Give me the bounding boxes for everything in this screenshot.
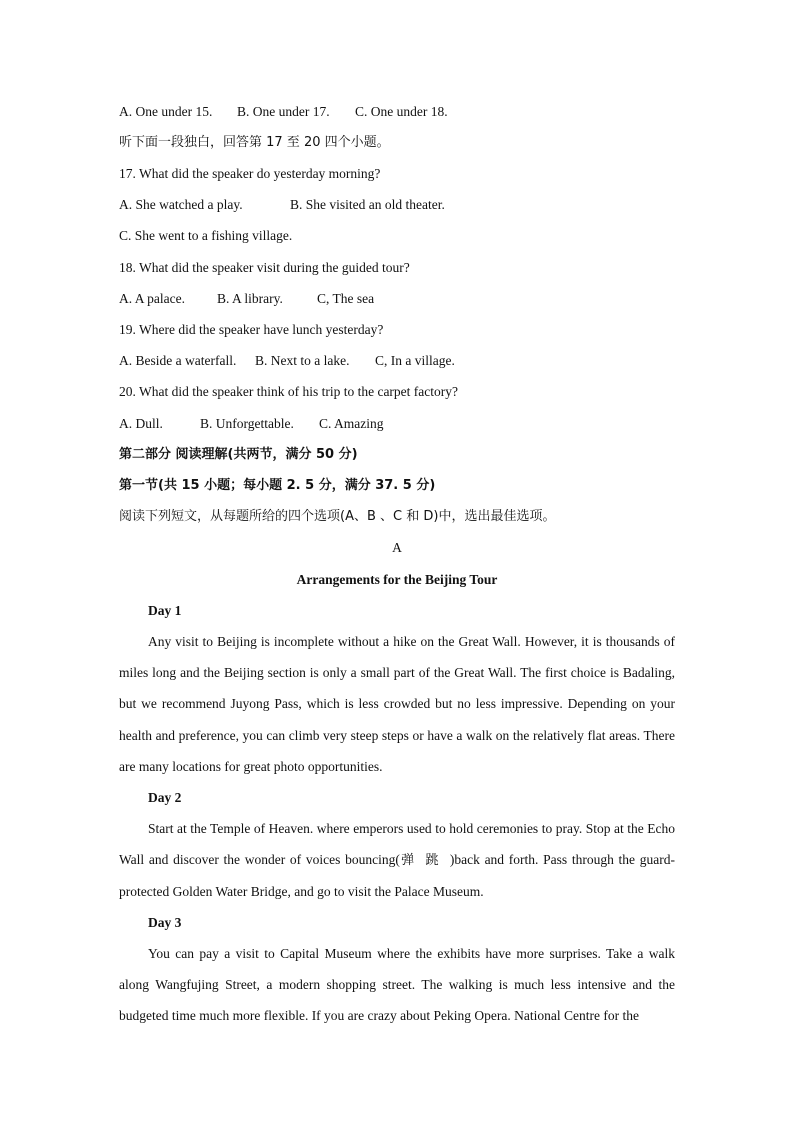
day-2-text-before: Start at the Temple of Heaven. where emperors used to hold ceremonies to pray. Stop at the Echo Wall and discover the wonder of voices bouncing( (119, 821, 675, 868)
q19-option-b: B. Next to a lake. (255, 353, 350, 368)
q20-option-b: B. Unforgettable. (200, 416, 294, 431)
q16-option-c: C. One under 18. (355, 104, 448, 119)
question-20-options-row (119, 416, 384, 432)
question-19-stem: 19. Where did the speaker have lunch yesterday? (119, 322, 384, 337)
question-19-options-row (119, 353, 455, 369)
day-2-paragraph (119, 813, 675, 908)
q17-option-b: B. She visited an old theater. (290, 197, 445, 212)
passage-title: Arrangements for the Beijing Tour (296, 572, 498, 587)
question-17-stem: 17. What did the speaker do yesterday morning? (119, 166, 381, 181)
day-1-heading: Day 1 (148, 603, 182, 618)
day-3-heading: Day 3 (148, 915, 182, 930)
q18-option-b: B. A library. (217, 291, 283, 306)
q17-option-c: C. She went to a fishing village. (119, 228, 293, 243)
q16-option-a: A. One under 15. (119, 104, 213, 119)
q16-options-row (119, 104, 448, 120)
q18-option-a: A. A palace. (119, 291, 185, 306)
passage-letter: A (392, 540, 402, 555)
day-2-heading: Day 2 (148, 790, 182, 805)
q19-option-c: C, In a village. (375, 353, 455, 368)
section1-title: 第一节(共 15 小题；每小题 2. 5 分，满分 37. 5 分) (119, 478, 436, 493)
reading-instruction: 阅读下列短文，从每题所给的四个选项(A、B 、C 和 D)中，选出最佳选项。 (119, 509, 556, 524)
monologue-instruction: 听下面一段独白，回答第 17 至 20 四个小题。 (119, 135, 390, 150)
day-3-paragraph: You can pay a visit to Capital Museum where the exhibits have more surprises. Take a walk along Wangfujing Street, a modern shopping street. The walking is much less intensive and the budgeted time much more flexible. If you are crazy about Peking Opera. National Centre for the (119, 946, 675, 1024)
day-1-paragraph: Any visit to Beijing is incomplete without a hike on the Great Wall. However, it is thousands of miles long and the Beijing section is only a small part of the Great Wall. The first choice is Badaling, but we recommend Juyong Pass, which is less crowded but no less impressive. Depending on your health and preference, you can climb very steep steps or have a walk on the relatively flat areas. There are many locations for great photo opportunities. (119, 634, 675, 774)
q16-option-b: B. One under 17. (237, 104, 330, 119)
day-2-text-after: )back and forth. Pass through the guard-protected Golden Water Bridge, and go to visit the Palace Museum. (119, 852, 675, 900)
part2-title: 第二部分 阅读理解(共两节，满分 50 分) (119, 447, 358, 462)
q19-option-a: A. Beside a waterfall. (119, 353, 237, 368)
question-18-stem: 18. What did the speaker visit during the guided tour? (119, 260, 410, 275)
question-17-options-row (119, 197, 445, 213)
q18-option-c: C, The sea (317, 291, 375, 306)
q17-option-a: A. She watched a play. (119, 197, 243, 212)
question-20-stem: 20. What did the speaker think of his trip to the carpet factory? (119, 384, 459, 399)
question-18-options-row (119, 291, 374, 307)
q20-option-c: C. Amazing (319, 416, 384, 431)
day-2-chinese-gloss: 弹跳 (399, 853, 450, 869)
q20-option-a: A. Dull. (119, 416, 163, 431)
